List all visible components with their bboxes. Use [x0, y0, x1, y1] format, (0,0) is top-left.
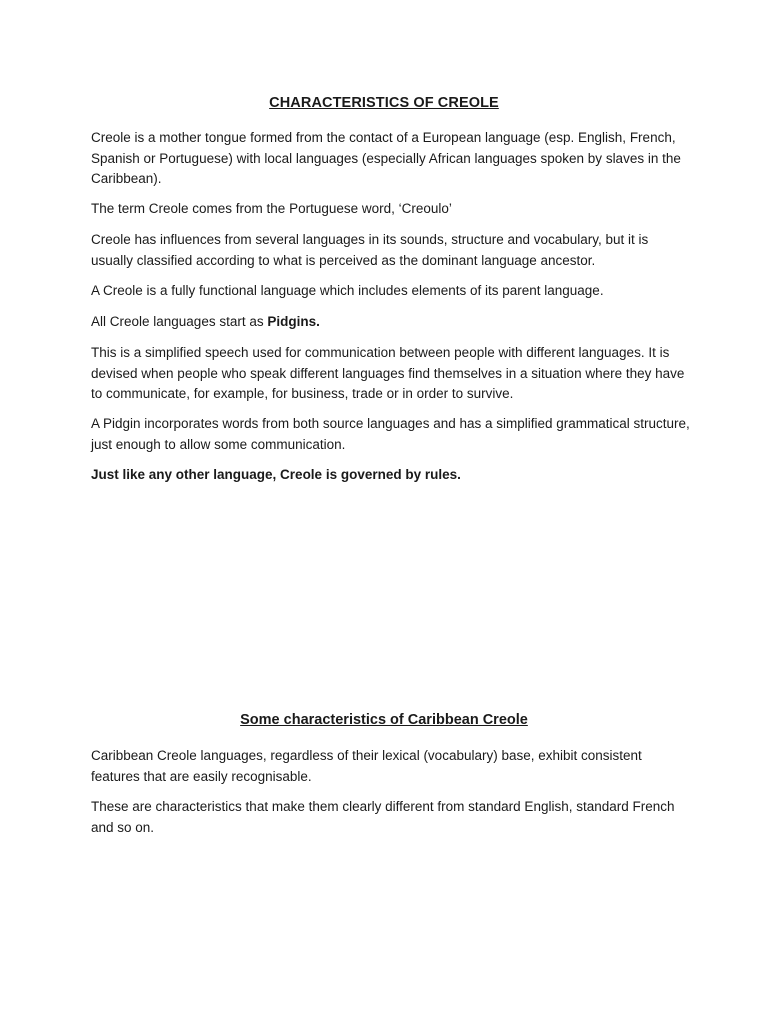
paragraph-creole-definition: Creole is a mother tongue formed from the contact of a European language (esp. English, French, Spanish or Portuguese) with local languages (especially African languages spoken by slaves in the Caribbean).: [91, 130, 681, 186]
paragraph-functional-language: A Creole is a fully functional language which includes elements of its parent language.: [91, 283, 604, 298]
pidgins-bold-text: Pidgins.: [267, 314, 320, 329]
pidgins-prefix-text: All Creole languages start as: [91, 314, 268, 329]
paragraph-differences: These are characteristics that make them clearly different from standard English, standard French and so on.: [91, 799, 675, 835]
paragraph-term-origin: The term Creole comes from the Portuguese word, ‘Creoulo’: [91, 201, 452, 216]
paragraph-influences: Creole has influences from several languages in its sounds, structure and vocabulary, but it is usually classified according to what is perceived as the dominant language ancestor.: [91, 232, 649, 268]
paragraph-governed-by-rules: Just like any other language, Creole is governed by rules.: [91, 467, 461, 482]
paragraph-caribbean-languages: Caribbean Creole languages, regardless of their lexical (vocabulary) base, exhibit consistent features that are easily recognisable.: [91, 748, 642, 784]
paragraph-pidgins: [91, 312, 691, 333]
document-title: CHARACTERISTICS OF CREOLE: [269, 95, 499, 111]
paragraph-simplified-speech: This is a simplified speech used for communication between people with different languages. It is devised when people who speak different languages find themselves in a situation where they have to communicate, for example, for business, trade or in order to survive.: [91, 345, 685, 401]
section-title-caribbean-creole: Some characteristics of Caribbean Creole: [240, 712, 528, 728]
paragraph-pidgin-words: A Pidgin incorporates words from both source languages and has a simplified grammatical structure, just enough to allow some communication.: [91, 416, 690, 452]
